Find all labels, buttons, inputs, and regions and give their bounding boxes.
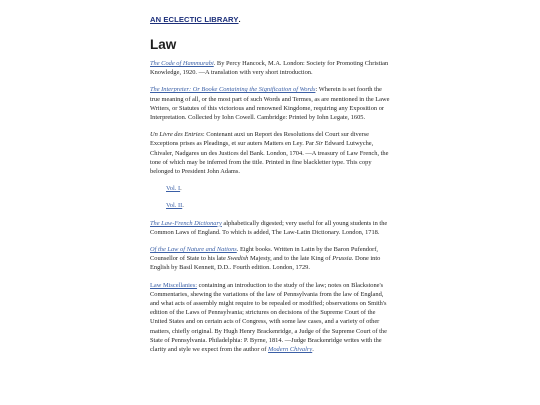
entry-text: Majesty, and to the late King of — [248, 255, 333, 263]
volume-item — [166, 201, 392, 210]
entry-text-italic: Swedish — [227, 255, 249, 263]
book-link-law-of-nature[interactable]: Of the Law of Nature and Nations — [150, 246, 237, 254]
entry-text: . — [312, 346, 314, 354]
site-home-dot: . — [238, 15, 241, 24]
entry-title-sir: Sir — [315, 140, 323, 148]
entry-text-italic: Prussia — [332, 255, 352, 263]
page-title: Law — [150, 37, 177, 52]
entry-law-french-dictionary — [150, 219, 392, 237]
entry-text: . Eight books. Written in Latin by the Baron Pufendorf, Counsellor of State to his late — [150, 246, 379, 263]
book-link-law-miscellanies[interactable]: Law Miscellanies: — [150, 281, 198, 289]
page-content — [150, 9, 392, 362]
book-link-code-of-hammurabi[interactable]: The Code of Hammurabi — [150, 60, 214, 67]
entry-text: . By Percy Hancock, M.A. London: Society for Promoting Christian Knowledge, 1920. —A translation with very short introduction. — [150, 60, 389, 77]
entry-the-interpreter — [150, 85, 392, 122]
entry-livre-des-entries — [150, 130, 392, 176]
book-link-law-french-dictionary[interactable]: The Law-French Dictionary — [150, 219, 222, 227]
entry-text: : Contenant auxi un Report des Resolutions del Court sur diverse Exceptions prises as Pleadings, et sur auters Matters en Ley. Par — [150, 131, 369, 148]
entry-law-miscellanies — [150, 281, 392, 355]
volume-dot: . — [182, 202, 184, 210]
entry-text: containing an introduction to the study of the law; notes on Blackstone's Commentaries, shewing the variations of the law of Pennsylvania from the law of England, and what acts of assembly might require to be repealed or modified; observations on Smith's edition of the Laws of Pennsylvania; strictures on decisions of the Supreme Court of the United States and on certain acts of Congress, with some law cases, and a variety of other matters, chiefly original. By Hugh Henry Brackenridge, a Judge of the Supreme Court of the State of Pennsylvania. Philadelphia: P. Byrne, 1814. —Judge Brackenridge writes with the clarity and style we expect from the author of — [150, 281, 387, 354]
entry-law-of-nature — [150, 245, 392, 273]
site-home-link[interactable]: AN ECLECTIC LIBRARY — [150, 15, 239, 24]
volume-link-2[interactable]: Vol. II — [166, 202, 183, 210]
entry-code-of-hammurabi — [150, 59, 392, 77]
volume-link-1[interactable]: Vol. I — [166, 185, 181, 193]
book-link-modern-chivalry[interactable]: Modern Chivalry — [268, 346, 313, 354]
volume-dot: . — [180, 185, 182, 193]
entry-text: . Done into English by Basil Kennett, D.D.. Fourth edition. London, 1729. — [150, 255, 381, 272]
entry-text: : Wherein is set foorth the true meaning of all, or the most part of such Words and Termes, as are mentioned in the Lawe Writers, or Statutes of this victorious and renowned Kingdome, requiring any Exposition or Interpretation. Collected by Iohn Cowell. Cambridge: Printed by Iohn Legate, 1605. — [150, 86, 390, 122]
book-link-the-interpreter[interactable]: The Interpreter: Or Booke Containing the Signification of Words — [150, 86, 316, 94]
entry-title: Un Livre des Entries — [150, 131, 203, 139]
entry-text: Edward Lutwyche, Chivaler, Nadgares un des Justices del Bank. London, 1704. —A treasury of Law French, the tone of which may be inferred from the title. Printed in fine blackletter type. This copy belonged to President John Adams. — [150, 140, 389, 176]
entry-text: alphabetically digested; very useful for all young students in the Common Laws of England. To which is added, The Law-Latin Dictionary. London, 1718. — [150, 219, 388, 236]
volume-item — [166, 184, 392, 193]
site-header — [150, 9, 392, 27]
